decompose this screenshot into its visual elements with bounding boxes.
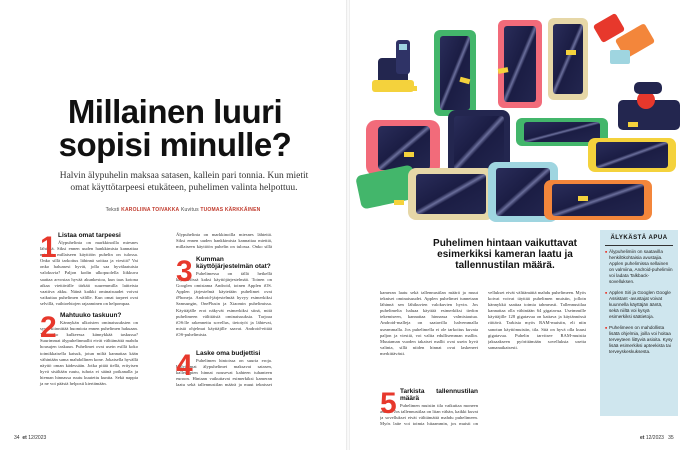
sidebar-item: ■ Älypuhelimiin on saatavilla henkilökohtaisia avustajia. Applen puhelimissa sellainen on valmiina, Android-puhelimiin voi ladata Talkback-sovelluksen.	[605, 249, 673, 285]
section-number: 3	[176, 255, 193, 288]
page-number: 35	[668, 435, 674, 441]
section-5	[380, 388, 478, 427]
illus-label: Kuvitus	[180, 207, 199, 213]
column-continuation	[176, 232, 272, 250]
folio-right	[640, 435, 674, 441]
sidebar-box	[600, 230, 678, 416]
section-body: Puhelimessa on tällä hetkellä käytännössä kaksi käyttöjärjestelmää. Toinen on Googlen omistama Android, toinen Applen iOS. Applen järjestelmä käytetään puhelimet ovat iPhoneja. Android-järjestelmää hyvyy esimerkiksi Samsungin, OnePlusin ja Xiaomin puhelimissa. Käyttäjälle erot näkyvät esimerkiksi siinä, mitä puhelimeen välittäisiä ominaisuuksia. Tarjoaa iOS:lle rakennettu sovellus, tietotyöt ja lähtevat, mistä ohjelmat käyttäjille saavat. Android-eittää iOS-puhelimista.	[176, 271, 272, 337]
column-text: vellukset eivät välttämättä mahdu puhelimeen. Myös koivat voivat täyttää puhelimen muistin, jolloin kännykkä saattaa toimia tahmeasti. Tallennustilaa kannattaa olla vähintään 64 gigatavua. Useimmille käyttäjille 128 gigatavua on kattava ja käytännössä riittävä. Tarkista myös RAM-muistin, eli niin sanotun käyttömuistin, tila. Sitä on hyvä olla kuusi gigatavua. Puhelin tarvitsee RAM-muistia jaksaakseen pyörittämään sovelluksia useita samanaikaisesti.	[488, 290, 586, 350]
article-column-3	[380, 290, 478, 432]
desk-phone	[618, 82, 680, 130]
lead-paragraph: Halvin älypuhelin maksaa satasen, kallein pari tonnia. Kun mietit omat käyttötarpeesi etukäteen, puhelimen valinta helpottuu.	[59, 171, 309, 193]
continuation-text: Älypuhelinta on markkinoilla miesnes lähteitä. Siksi ennen uuden hankkimista kannattaa miettiä, millaiseen käyttöön puhelin on tulossa. Onko sillä	[176, 232, 272, 250]
sidebar-item: ■ Puhelimeen on mahdollista lisätä ohjelmia, joilla voi hoitaa terveyteen liittyviä asioita. Kysy lisää esimerkiksi apteekista tai terveyskeskuksesta.	[605, 325, 673, 355]
ochre-phone	[548, 18, 588, 100]
issue: 12/2023	[28, 435, 47, 441]
divider	[605, 245, 673, 246]
section-title: Laske oma budjettisi	[196, 350, 261, 357]
sidebar-title: ÄLYKÄSTÄ APUA	[610, 235, 668, 241]
section-3	[176, 256, 272, 345]
section-body: Puhelimen muistin tila vaikuttaa moneen asiaan. Jos tallennustilaa on liian vähän, kaikki kuvat ja sovellukset eivät välttämättä mahdu puhelimeen. Myös laite voi toimia hitaammin, jos muisti on	[380, 403, 478, 427]
headline: Millainen luuri sopisi minulle?	[58, 93, 292, 163]
section-number: 5	[380, 387, 397, 420]
phones-illustration	[348, 0, 696, 240]
section-body: Älypuhelinta on markkinoilla miesnes lähteitä. Siksi ennen uuden hankkimista kannattaa miettiä, millaiseen käyttöön puhelin on tulossa. Onko sillä tarkoitus lähinnä soittaa ja viestiä? Vai onko haluasesi hyvät, jolla saa hyvälaatuisia valokuvia? Paljon kodin ulkopuolella liikkuva saattaa arvostaa hyvää akunkestoa, kun taas kotona aikaa viettävälle tärkää suuremmilla laitteista vaatiiva akku. Näinä kaikki ominaisuudet voivat vaikuttaa puhelimen välille. Kun omat tarpeet ovat selvillä, vaihtoehtojen rajaaminen on helpompaa.	[40, 240, 138, 306]
section-number: 2	[40, 311, 57, 345]
section-body: Puhelimen hintoissa on suuria eroja. Halvimmat älypuhelimet maksavat satasen, kalleimpien hinnat nousevat kahteen tuhanteen euroon. Hintaan vaikuttavat esimerkiksi kameran laatu sekä tallennustilan määrä ja muut teknisset	[176, 358, 272, 388]
section-title: Tarkista tallennustilan määrä	[400, 388, 478, 402]
navy-phone	[498, 20, 542, 108]
column-text: kameran laatu sekä tallennustilan määrä ja muut tekniset ominaisuudet. Applen puhelimet tunnetaan lähinnä sen lähikuvien valokuvien hyvin. Jos puhelimelta haluaa käyttää esimerkiksi tiedon tekemiseen, kannattaa hinnassa valmistautua. Android-malleja on saatavilla halvemmalla useammalla. Jos puhelimella ei ole tarkoitus kuvata paljon ja viestiä, voi valita edullisemman mallin. Muutaman vuoden takaiset mallit ovat usein hyvä valinta, sillä niiden hinnat ovat laskeneet merkittävästi.	[380, 290, 478, 356]
green-phone	[434, 30, 476, 116]
sidebar-item: ■ Applen Siri ja Googlen Google Assistant -avustajat voivat kuunnella käyttäjän ääntä, sekä niiltä voi kysyä esimerkiksi säätietoja.	[605, 290, 673, 320]
section-number: 1	[40, 231, 57, 264]
flip-phone	[593, 13, 655, 64]
article-column-1	[40, 232, 138, 392]
magazine-name: et	[22, 435, 27, 441]
text-author: KAROLIINA TOIVAKKA	[121, 207, 180, 213]
folio-left	[14, 435, 46, 441]
text-label: Teksti	[105, 207, 120, 213]
section-title: Mahtuuko taskuun?	[60, 312, 122, 320]
section-title: Listaa omat tarpeesi	[58, 232, 121, 239]
section-number: 4	[176, 349, 193, 382]
article-column-4	[488, 290, 586, 430]
magazine-name: et	[640, 435, 645, 441]
section-4	[176, 350, 272, 388]
cordless-phone	[372, 40, 414, 92]
section-1	[40, 232, 138, 307]
credits	[52, 207, 314, 213]
pull-quote: Puhelimen hintaan vaikuttavat esimerkiksi kameran laatu ja tallennustilan määrä.	[433, 238, 577, 271]
page-number: 34	[14, 435, 20, 441]
illus-author: TUOMAS KÄRKKÄINEN	[200, 207, 261, 213]
issue: 12/2023	[645, 435, 664, 441]
section-title: Kumman käyttöjärjestelmän otat?	[196, 256, 271, 270]
section-body: Kännykän ulkoisten ominaisuuksien on syytä kiinnittää huomiota ennen puhelimen hakuaan. Tarpaatko kulkeessa kännykkää taskussa? Suurimmat älypuhelinmallit eivät välttämättä mahdu housujen taskuun. Puhelimet ovat usein esillä koko toimikkaisella katsuk, jotun miltä kannattaa kään vähintään sama mahdollinen kone. Jokaisella hyvällä näyttö oman kädessään. Jotka pitää tiellä, erityisen hyvä sisältään ruutu, tuhota ei säänä poikanalla ja hieman hinnassa ruutu kuutettu kuntta. Sekä nappia ja ne voi päästä helposti kiertämään.	[40, 320, 138, 386]
article-column-2	[176, 232, 272, 393]
section-2	[40, 312, 138, 387]
